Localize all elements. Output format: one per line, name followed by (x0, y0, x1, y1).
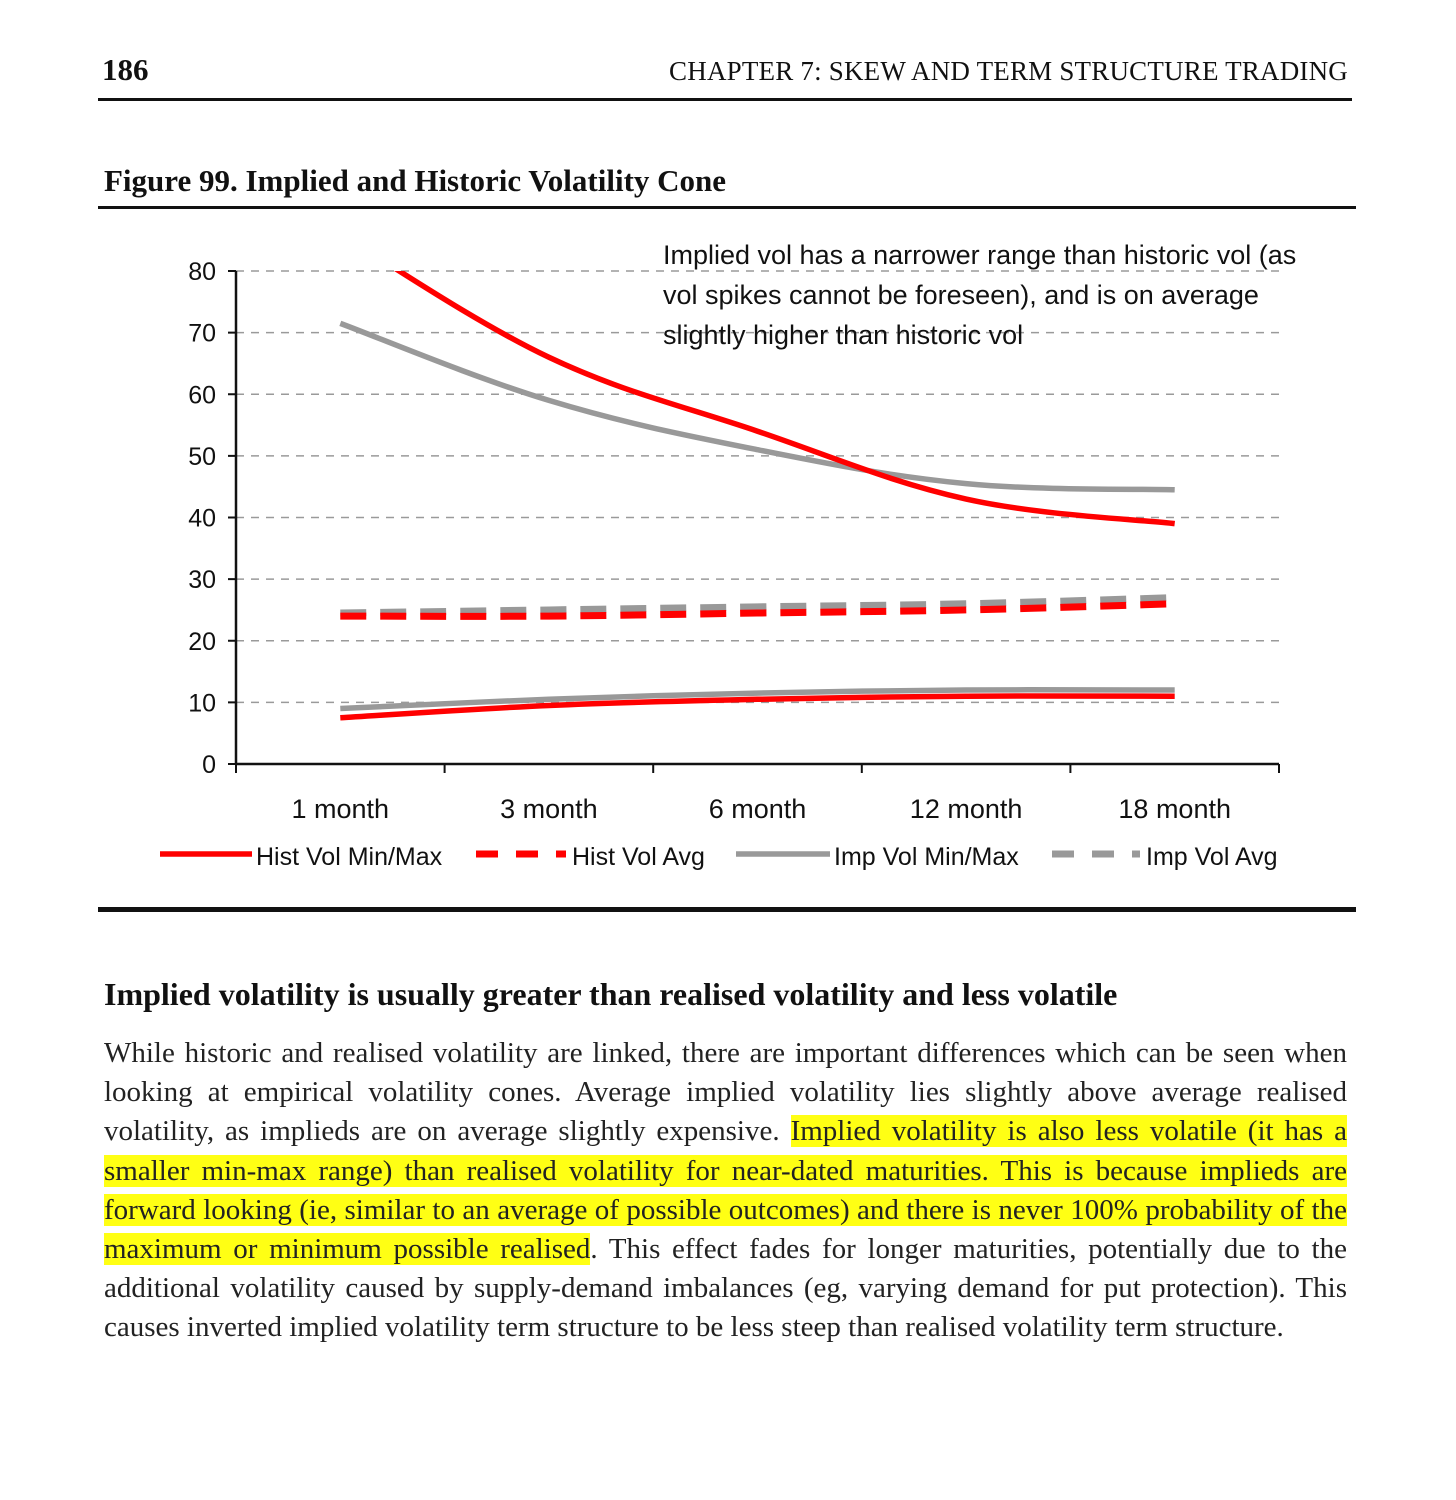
x-tick-label-18-month: 18 month (1118, 794, 1231, 824)
figure-caption: Figure 99. Implied and Historic Volatility Cone (104, 163, 727, 198)
y-tick-label-80: 80 (188, 258, 216, 286)
x-tick-label-6-month: 6 month (708, 794, 807, 824)
y-tick-label-0: 0 (202, 751, 216, 779)
y-tick-label-30: 30 (188, 566, 216, 595)
y-tick-label-40: 40 (188, 504, 216, 533)
x-tick-label-12-month: 12 month (909, 794, 1023, 824)
chapter-title: CHAPTER 7: SKEW AND TERM STRUCTURE TRADING (669, 56, 1348, 86)
body-text-highlighted: Implied volatility is also less volatile (it has a smaller min-max range) than realised volatility for near-dated maturities. This is because implieds are forward looking (ie, similar to an average of possible outcomes) and there is never 100% probability of the maximum or minimum possible realised (104, 1115, 1348, 1266)
legend-label-hist-vol-avg: Hist Vol Avg (572, 843, 705, 871)
legend-label-imp-vol-avg: Imp Vol Avg (1146, 843, 1278, 871)
body-text-before: While historic and realised volatility are linked, there are important differences which can be seen when looking at empirical volatility cones. Average implied volatility lies slightly above average realised volatility, as implieds are on average slightly expensive. (104, 1037, 1347, 1148)
legend-label-imp-vol-min-max: Imp Vol Min/Max (834, 843, 1019, 871)
y-tick-label-60: 60 (188, 381, 216, 410)
body-text-after: . This effect fades for longer maturities, potentially due to the additional volatility caused by supply-demand imbalances (eg, varying demand for put protection). This causes inverted implied volatility term structure to be less steep than realised volatility term structure. (104, 1233, 1347, 1344)
x-tick-label-1-month: 1 month (291, 794, 390, 824)
section-heading: Implied volatility is usually greater than realised volatility and less volatile (104, 976, 1118, 1012)
y-tick-label-50: 50 (188, 442, 216, 471)
x-tick-label-3-month: 3 month (500, 794, 598, 824)
y-tick-label-20: 20 (188, 627, 216, 656)
figure-bottom-rule (98, 907, 1356, 912)
y-tick-label-10: 10 (188, 689, 216, 718)
series-line-hist-vol-min-max-min (340, 696, 1174, 718)
page-number: 186 (102, 52, 149, 87)
legend-label-hist-vol-min-max: Hist Vol Min/Max (256, 843, 443, 871)
chart-annotation: Implied vol has a narrower range than historic vol (as vol spikes cannot be foreseen), and is on average slightly higher than historic vol (663, 240, 1297, 350)
body-paragraph (104, 1034, 1347, 1348)
y-tick-label-70: 70 (188, 319, 216, 348)
